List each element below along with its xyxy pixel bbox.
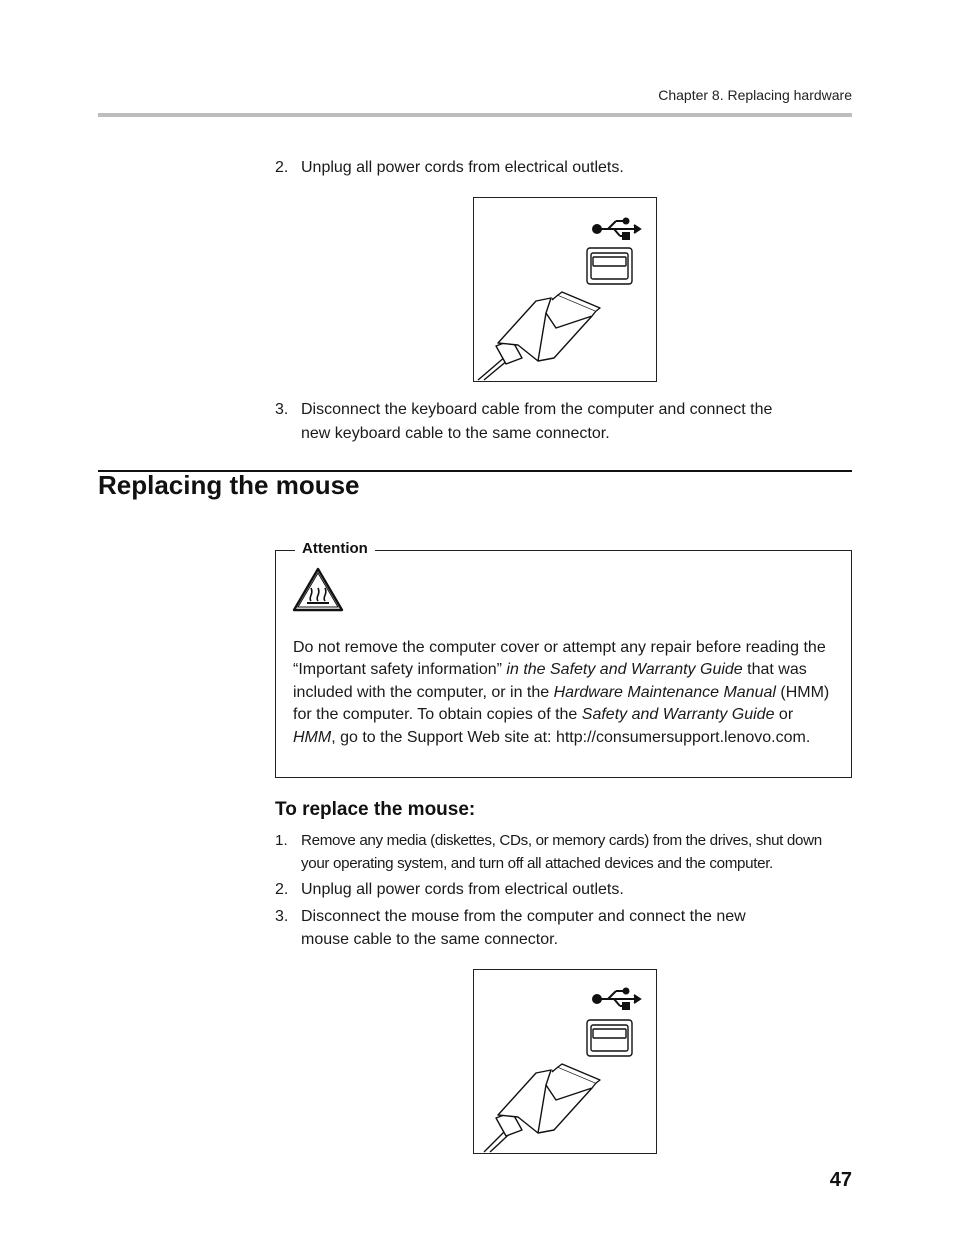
attention-text-segment-italic: in the Safety and Warranty Guide (501, 661, 743, 679)
usb-cable-illustration (474, 970, 656, 1153)
attention-text-segment: , go to the Support Web site at: http://consumersupport.lenovo.com. (331, 728, 811, 746)
step-text-line-2: your operating system, and turn off all attached devices and the computer. (301, 855, 773, 872)
step-number: 2. (275, 159, 289, 176)
attention-text-segment-italic: Safety and Warranty Guide (581, 706, 775, 724)
step-text: Unplug all power cords from electrical outlets. (301, 159, 624, 176)
attention-text-segment-italic: HMM (293, 728, 332, 746)
attention-text-segment: that was included with the computer, or in the (293, 661, 807, 701)
attention-text-segment-italic: Hardware Maintenance Manual (553, 683, 776, 701)
usb-symbol-icon (593, 219, 640, 240)
keyboard-step-3 (275, 398, 855, 446)
step-number: 3. (275, 908, 289, 925)
section-title: Replacing the mouse (98, 470, 360, 500)
usb-plug (478, 292, 600, 380)
usb-symbol-icon (593, 989, 640, 1010)
step-text-line-2: new keyboard cable to the same connector. (301, 425, 610, 442)
usb-port (587, 248, 632, 284)
attention-text (293, 637, 833, 749)
step-text-line-1: Disconnect the mouse from the computer and connect the new (301, 908, 746, 925)
step-text: Unplug all power cords from electrical outlets. (301, 881, 624, 898)
usb-port (587, 1020, 632, 1056)
attention-text-segment: or (774, 706, 794, 724)
usb-cable-illustration (474, 198, 656, 381)
step-number: 2. (275, 881, 289, 898)
procedure-step-1 (275, 829, 875, 877)
usb-plug (484, 1064, 600, 1152)
header-rule (98, 113, 852, 117)
keyboard-step-2 (275, 156, 855, 180)
procedure-heading: To replace the mouse: (275, 799, 476, 820)
usb-connector-figure (473, 969, 657, 1154)
attention-text-segment: Do not remove the computer cover or attempt any repair before reading the “Important safety information” (293, 639, 826, 679)
running-head: Chapter 8. Replacing hardware (658, 87, 852, 103)
usb-connector-figure (473, 197, 657, 382)
step-number: 3. (275, 401, 289, 418)
procedure-step-3 (275, 905, 855, 953)
attention-text-segment: (HMM) for the computer. To obtain copies of the (293, 683, 830, 724)
page-number: 47 (829, 1169, 852, 1191)
attention-label: Attention (295, 540, 375, 558)
step-text-line-1: Remove any media (diskettes, CDs, or memory cards) from the drives, shut down (301, 832, 822, 849)
step-text-line-2: mouse cable to the same connector. (301, 931, 559, 948)
procedure-step-2 (275, 878, 855, 902)
step-text-line-1: Disconnect the keyboard cable from the computer and connect the (301, 401, 773, 418)
step-number: 1. (275, 832, 288, 849)
hot-surface-warning-icon (292, 566, 344, 619)
